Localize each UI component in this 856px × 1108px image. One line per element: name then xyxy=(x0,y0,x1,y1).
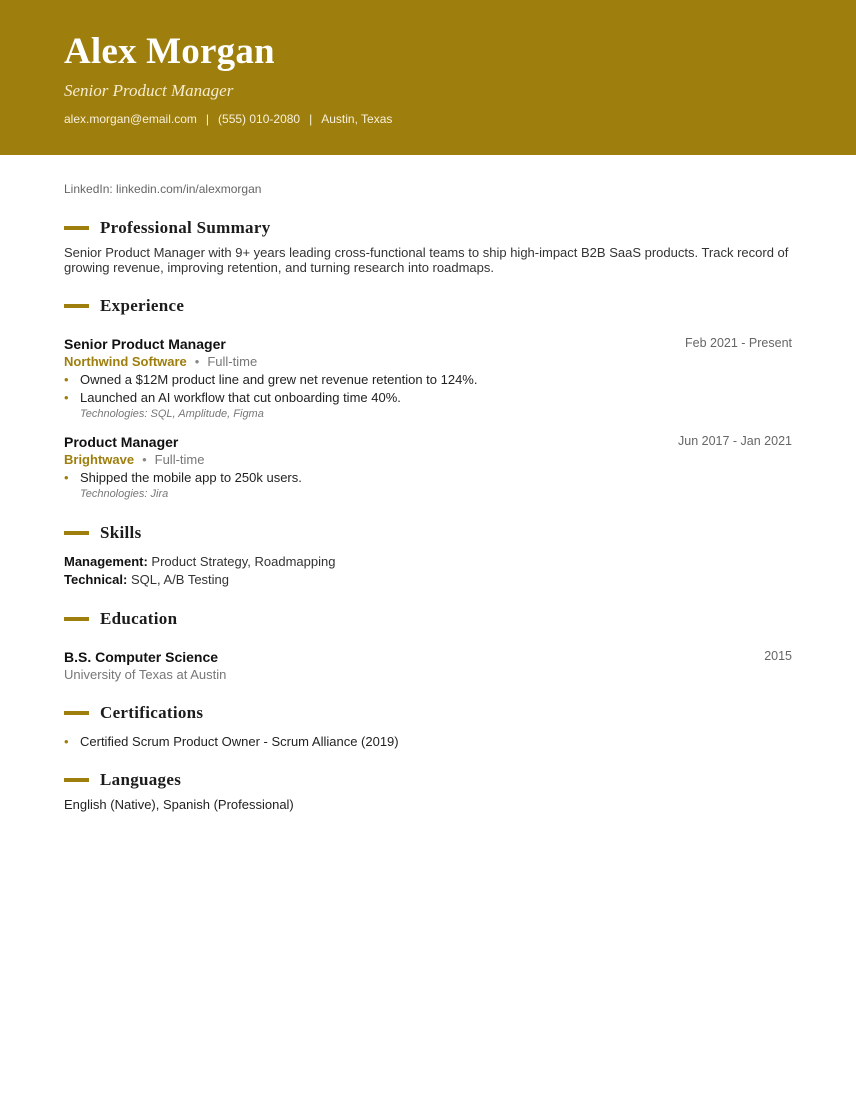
certification-item xyxy=(64,734,399,749)
section-title: Certifications xyxy=(100,703,204,722)
job-technologies: Technologies: SQL, Amplitude, Figma xyxy=(80,408,264,420)
section-heading-skills xyxy=(64,523,142,543)
contact-line xyxy=(64,111,792,127)
contact-email[interactable]: alex.morgan@email.com xyxy=(64,112,197,126)
bullet-text: Shipped the mobile app to 250k users. xyxy=(80,470,302,485)
bullet-separator: • xyxy=(142,452,147,467)
contact-phone[interactable]: (555) 010-2080 xyxy=(218,112,301,126)
bullet-icon: • xyxy=(64,470,69,485)
section-heading-languages xyxy=(64,770,181,790)
section-title: Languages xyxy=(100,770,182,789)
job-dates: Feb 2021 - Present xyxy=(684,336,792,350)
section-title: Professional Summary xyxy=(100,218,271,237)
education-degree: B.S. Computer Science xyxy=(64,649,219,665)
company-name: Brightwave xyxy=(64,452,135,467)
bullet-separator: • xyxy=(194,354,200,369)
certification-text: Certified Scrum Product Owner - Scrum Alliance (2019) xyxy=(80,734,399,749)
bullet-icon: • xyxy=(64,390,69,405)
section-accent-bar xyxy=(64,226,89,230)
job-company-line xyxy=(64,354,257,369)
employment-type: Full-time xyxy=(154,452,205,467)
skill-category: Management: xyxy=(64,554,148,569)
skill-category: Technical: xyxy=(64,572,128,587)
resume-header xyxy=(0,0,856,155)
job-technologies: Technologies: Jira xyxy=(80,488,169,500)
bullet-text: Owned a $12M product line and grew net revenue retention to 124%. xyxy=(80,372,478,387)
section-accent-bar xyxy=(64,617,89,621)
section-accent-bar xyxy=(64,304,89,308)
bullet-icon: • xyxy=(64,734,69,749)
languages-text: English (Native), Spanish (Professional) xyxy=(64,797,294,812)
section-title: Education xyxy=(100,609,178,628)
job-dates: Jun 2017 - Jan 2021 xyxy=(678,434,792,448)
candidate-name: Alex Morgan xyxy=(64,31,275,72)
job-bullet xyxy=(64,470,302,485)
skill-values: SQL, A/B Testing xyxy=(130,572,230,587)
section-accent-bar xyxy=(64,778,89,782)
job-company-line xyxy=(64,452,204,467)
linkedin-link[interactable]: LinkedIn: linkedin.com/in/alexmorgan xyxy=(64,182,262,196)
section-accent-bar xyxy=(64,531,89,535)
candidate-title: Senior Product Manager xyxy=(64,81,234,100)
bullet-icon: • xyxy=(64,372,69,387)
section-heading-education xyxy=(64,609,177,629)
contact-separator: | xyxy=(205,112,210,126)
bullet-text: Launched an AI workflow that cut onboarding time 40%. xyxy=(80,390,401,405)
contact-separator: | xyxy=(309,112,313,126)
section-title: Skills xyxy=(100,523,142,542)
company-name: Northwind Software xyxy=(64,354,187,369)
section-accent-bar xyxy=(64,711,89,715)
section-heading-summary xyxy=(64,218,271,238)
job-bullet xyxy=(64,390,401,405)
contact-location: Austin, Texas xyxy=(321,112,393,126)
summary-text: Senior Product Manager with 9+ years leading cross-functional teams to ship high-impact B2B SaaS products. Track record of growing revenue, improving retention, and turning research into roadmaps. xyxy=(64,245,789,275)
job-bullet xyxy=(64,372,477,387)
skill-row xyxy=(64,554,335,569)
job-title: Senior Product Manager xyxy=(64,336,226,352)
education-school: University of Texas at Austin xyxy=(64,667,227,682)
section-title: Experience xyxy=(100,296,185,315)
section-heading-certifications xyxy=(64,703,203,723)
job-title: Product Manager xyxy=(64,434,179,450)
section-heading-experience xyxy=(64,296,184,316)
skill-row xyxy=(64,572,229,587)
employment-type: Full-time xyxy=(207,354,258,369)
skill-values: Product Strategy, Roadmapping xyxy=(151,554,336,569)
education-year: 2015 xyxy=(764,649,792,663)
